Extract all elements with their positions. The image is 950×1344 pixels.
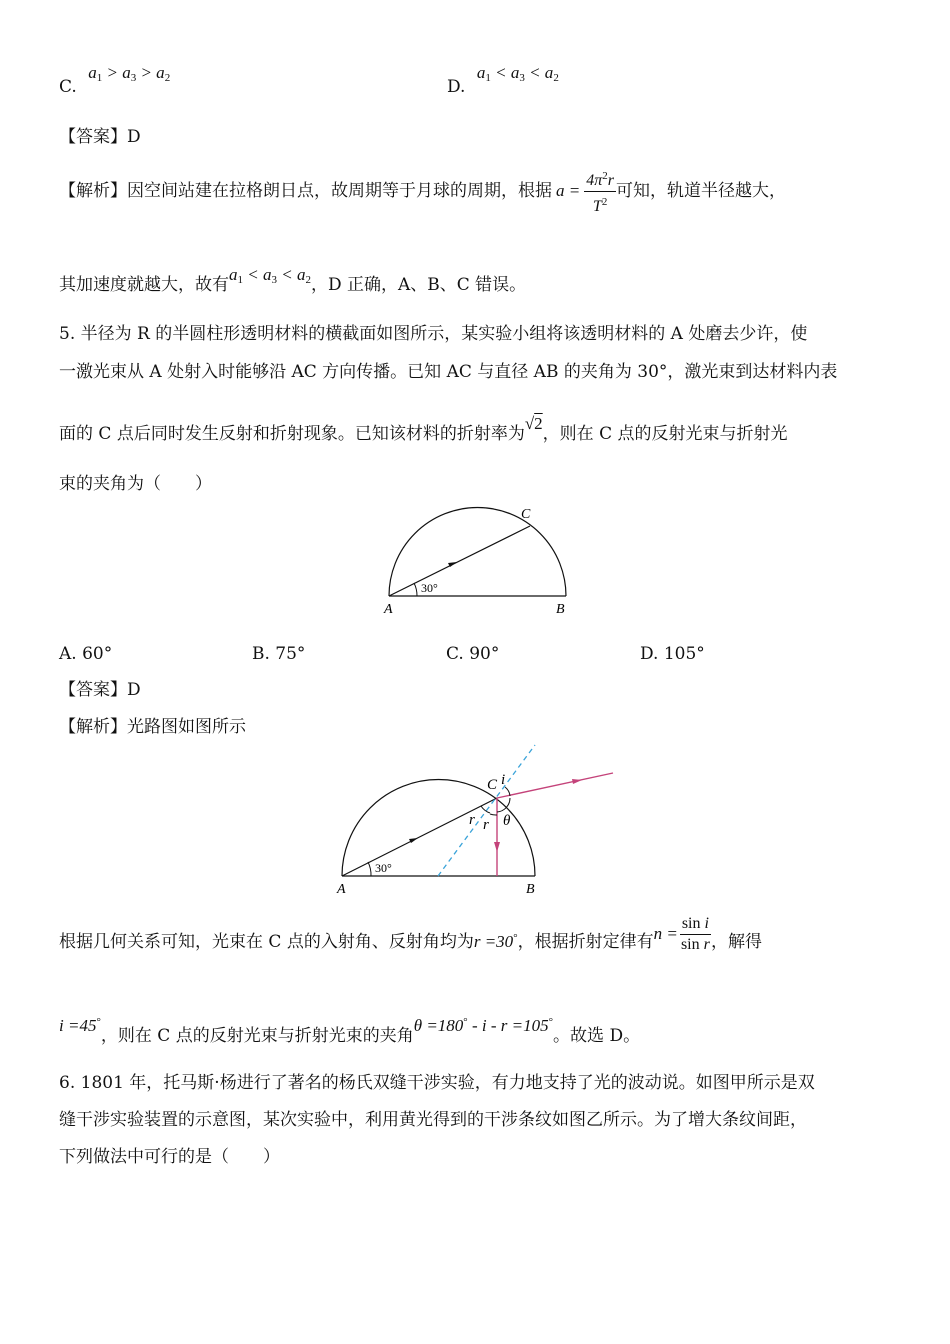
refraction-law-formula: $\frac{\text{sin i}}{\text{sin r}}$ bbox=[680, 915, 710, 953]
semicircle-figure bbox=[380, 500, 580, 620]
point-a-label: A bbox=[384, 602, 393, 617]
q6-line2: 缝干涉实验装置的示意图，某次实验中，利用黄光得到的干涉条纹如图乙所示。为了增大条纹间距， bbox=[59, 1110, 807, 1130]
beam-ac bbox=[389, 526, 530, 596]
angle-r1-label: r bbox=[469, 812, 475, 828]
q5-analysis-line2: 根据几何关系可知，光束在 C 点的入射角、反射角均为r =30°，根据折射定律有n = $\frac{\text{sin i}}{\text{sin r}}$ ，解得 bbox=[59, 915, 762, 953]
option-d-formula: $a_1 < a_3 < a_2$ bbox=[476, 63, 559, 84]
angle-arc bbox=[368, 862, 371, 876]
inequality-formula: $a_1 < a_3 < a_2$ bbox=[229, 265, 311, 286]
q5-option-a: A. 60° bbox=[59, 644, 113, 664]
reflected-arrow bbox=[494, 842, 500, 852]
angle-theta-label: θ bbox=[503, 813, 511, 829]
q6-line3: 下列做法中可行的是（ ） bbox=[59, 1147, 280, 1167]
q5-stem-line1: 5. 半径为 R 的半圆柱形透明材料的横截面如图所示，某实验小组将该透明材料的 A 处磨去少许，使 bbox=[59, 324, 808, 344]
q5-stem-line3: 面的 C 点后同时发生反射和折射现象。已知该材料的折射率为√2，则在 C 点的反射光束与折射光 bbox=[59, 414, 788, 444]
angle-label: 30° bbox=[421, 581, 438, 595]
option-c: C. $a_1 > a_3 > a_2$ bbox=[59, 63, 171, 97]
q5-stem-line2: 一激光束从 A 处射入时能够沿 AC 方向传播。已知 AC 与直径 AB 的夹角为 30°，激光束到达材料内表 bbox=[59, 362, 838, 382]
q5-analysis-line1: 【解析】光路图如图所示 bbox=[59, 717, 246, 737]
point-b-label: B bbox=[556, 602, 565, 617]
q4-answer: 【答案】D bbox=[59, 127, 141, 147]
q4-analysis-line2: 其加速度就越大，故有$a_1 < a_3 < a_2$，D 正确，A、B、C 错误。 bbox=[59, 265, 527, 295]
angle-r2-arc bbox=[490, 814, 497, 815]
q5-answer: 【答案】D bbox=[59, 680, 141, 700]
point-a-label: A bbox=[337, 882, 346, 897]
point-b-label: B bbox=[526, 882, 535, 897]
q5-option-c: C. 90° bbox=[446, 644, 500, 664]
angle-r2-label: r bbox=[483, 817, 489, 833]
q6-line1: 6. 1801 年，托马斯·杨进行了著名的杨氏双缝干涉实验，有力地支持了光的波动说。如图甲所示是双 bbox=[59, 1073, 815, 1093]
point-c-label: C bbox=[521, 507, 531, 522]
q4-analysis-line1: 【解析】因空间站建在拉格朗日点，故周期等于月球的周期，根据 a = $\frac{4\pi^2r}{T^2}$ 可知，轨道半径越大， bbox=[59, 166, 786, 210]
q5-stem-line4: 束的夹角为（ ） bbox=[59, 474, 212, 494]
r-equals-30: r =30° bbox=[473, 932, 518, 951]
refracted-beam bbox=[497, 773, 613, 798]
light-path-figure bbox=[330, 740, 630, 900]
normal-line bbox=[438, 745, 535, 876]
point-c-label: C bbox=[487, 777, 498, 793]
acceleration-formula: $\frac{4\pi^2r}{T^2}$ bbox=[584, 166, 616, 217]
incident-beam bbox=[342, 798, 497, 876]
q5-analysis-line3: i =45°，则在 C 点的反射光束与折射光束的夹角θ =180° - i - r =105°。故选 D。 bbox=[59, 1016, 641, 1046]
theta-formula: θ =180° - i - r =105° bbox=[413, 1016, 554, 1035]
option-d: D. $a_1 < a_3 < a_2$ bbox=[447, 63, 559, 97]
i-equals-45: i =45° bbox=[59, 1016, 101, 1035]
angle-label: 30° bbox=[375, 861, 392, 875]
angle-i-label: i bbox=[501, 772, 506, 788]
angle-arc bbox=[414, 583, 417, 596]
q5-option-b: B. 75° bbox=[252, 644, 306, 664]
q5-option-d: D. 105° bbox=[640, 644, 705, 664]
option-c-formula: $a_1 > a_3 > a_2$ bbox=[88, 63, 171, 84]
sqrt2-formula: √2 bbox=[524, 414, 543, 433]
